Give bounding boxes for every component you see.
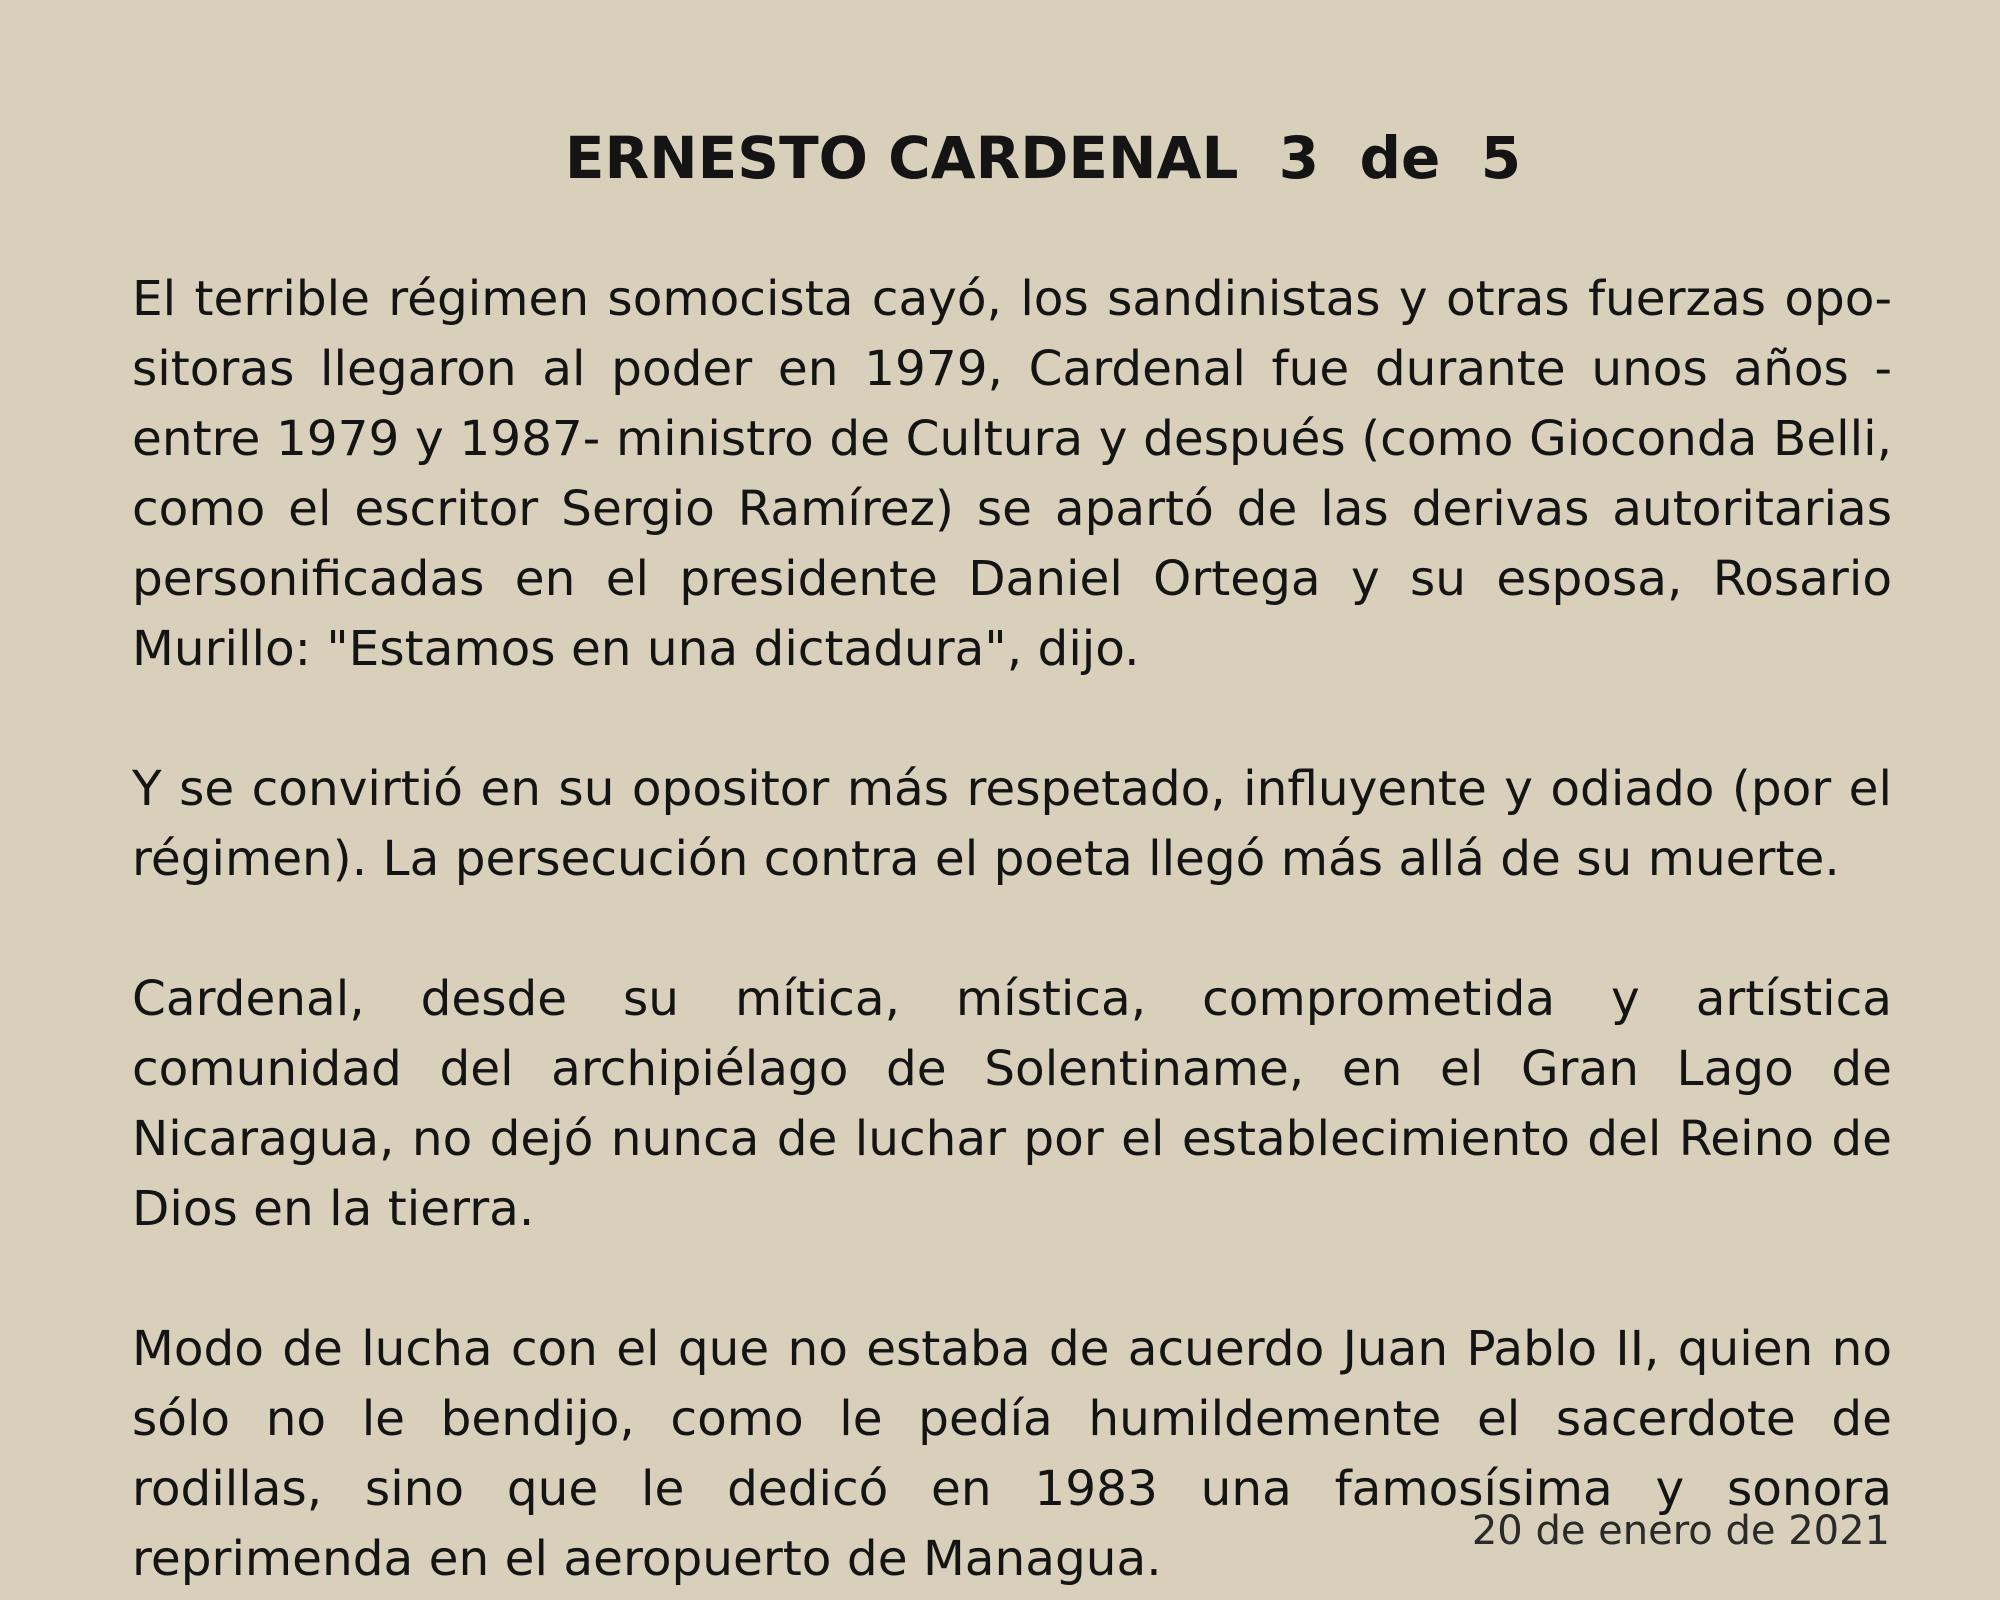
page-title: ERNESTO CARDENAL 3 de 5 [564, 124, 1522, 192]
paragraph-1: El terrible régimen somocista cayó, los sandinistas y otras fuerzas opositoras llegaron al poder en 1979, Cardenal fue durante unos años -entre 1979 y 1987- ministro de Cultura y después (como Gioconda Belli, como el escritor Sergio Ramírez) se apartó de las derivas autoritarias personificadas en el presidente Daniel Ortega y su esposa, Rosario Murillo: "Estamos en una dictadura", dijo. [132, 271, 1892, 677]
publication-date: 20 de enero de 2021 [1471, 1508, 1890, 1554]
paragraph-4: Modo de lucha con el que no estaba de acuerdo Juan Pablo II, quien no sólo no le bendijo, como le pedía humildemente el sacerdote de rodillas, sino que le dedicó en 1983 una famosísima y sonora reprimenda en el aeropuerto de Managua. [132, 1321, 1892, 1587]
paragraph-3: Cardenal, desde su mítica, mística, comprometida y artística comunidad del archipiélago de Solentiname, en el Gran Lago de Nicaragua, no dejó nunca de luchar por el establecimiento del Reino de Dios en la tierra. [132, 971, 1892, 1237]
article-body [132, 264, 1892, 1594]
paragraph-2: Y se convirtió en su opositor más respetado, influyente y odiado (por el régimen). La persecución contra el poeta llegó más allá de su muerte. [132, 761, 1892, 887]
